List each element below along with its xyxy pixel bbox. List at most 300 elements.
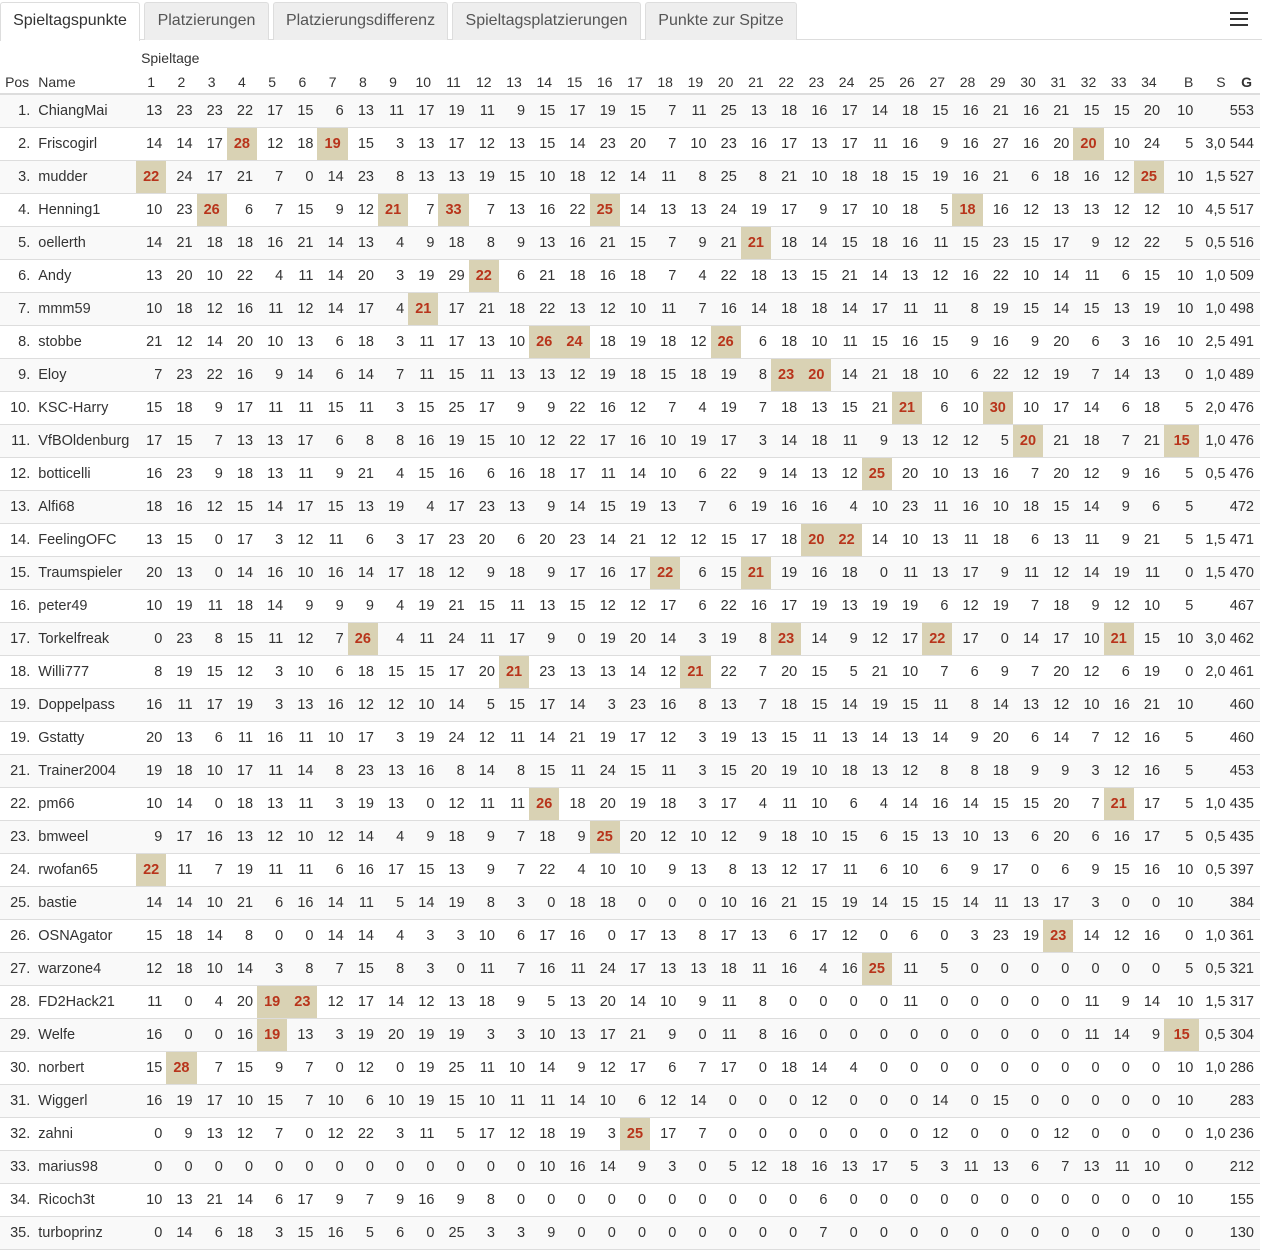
day-points: 20 [469,524,499,557]
day-points: 11 [408,623,438,656]
row-s: 1,0 [1199,1118,1229,1151]
row-player-name: FD2Hack21 [34,986,136,1019]
day-points: 15 [166,524,196,557]
day-points: 21 [983,161,1013,194]
day-points: 11 [257,755,287,788]
col-header-day: 27 [922,71,952,94]
day-points: 9 [983,557,1013,590]
day-points: 18 [831,557,861,590]
row-player-name: Torkelfreak [34,623,136,656]
day-points: 6 [922,590,952,623]
day-points: 16 [892,326,922,359]
day-points: 17 [348,293,378,326]
day-points: 13 [136,524,166,557]
day-points: 9 [499,227,529,260]
day-points: 17 [831,94,861,128]
day-points: 16 [952,161,982,194]
day-points: 5 [348,1217,378,1250]
day-points: 21 [1043,94,1073,128]
day-points: 12 [650,524,680,557]
day-points: 23 [166,458,196,491]
row-player-name: warzone4 [34,953,136,986]
day-points: 18 [287,128,317,161]
day-points: 17 [1134,821,1164,854]
day-points: 0 [559,1217,589,1250]
day-points: 10 [197,887,227,920]
day-points: 13 [378,788,408,821]
tab-spieltagsplatzierungen[interactable]: Spieltagsplatzierungen [452,2,641,40]
day-points: 8 [469,887,499,920]
day-points: 17 [620,722,650,755]
day-points: 9 [438,1184,468,1217]
day-points: 6 [741,326,771,359]
highlighted-day-points: 25 [620,1118,650,1151]
row-total: 384 [1230,887,1260,920]
day-points: 19 [711,392,741,425]
tab-spieltagspunkte[interactable]: Spieltagspunkte [0,2,140,41]
day-points: 15 [469,425,499,458]
day-points: 0 [620,1217,650,1250]
day-points: 12 [831,458,861,491]
day-points: 3 [317,788,347,821]
day-points: 9 [741,458,771,491]
day-points: 16 [317,689,347,722]
highlighted-day-points: 22 [922,623,952,656]
day-points: 0 [741,1118,771,1151]
day-points: 0 [1134,1085,1164,1118]
day-points: 7 [197,854,227,887]
day-points: 15 [892,821,922,854]
day-points: 14 [559,491,589,524]
day-points: 13 [529,227,559,260]
day-points: 6 [1013,161,1043,194]
day-points: 9 [650,854,680,887]
day-points: 17 [559,94,589,128]
day-points: 23 [348,161,378,194]
day-points: 24 [438,623,468,656]
row-player-name: Henning1 [34,194,136,227]
day-points: 16 [197,821,227,854]
day-points: 3 [680,755,710,788]
row-position: 16. [0,590,34,623]
day-points: 0 [1013,1217,1043,1250]
day-points: 0 [711,1184,741,1217]
day-points: 8 [680,161,710,194]
day-points: 15 [771,722,801,755]
day-points: 6 [1073,821,1103,854]
day-points: 17 [711,425,741,458]
day-points: 3 [499,887,529,920]
day-points: 16 [1134,854,1164,887]
row-s [1199,491,1229,524]
highlighted-day-points: 19 [257,1019,287,1052]
day-points: 14 [317,161,347,194]
day-points: 13 [529,359,559,392]
day-points: 13 [983,821,1013,854]
day-points: 6 [499,260,529,293]
col-header-day: 23 [801,71,831,94]
day-points: 4 [831,491,861,524]
day-points: 11 [499,590,529,623]
day-points: 12 [650,722,680,755]
day-points: 14 [862,524,892,557]
day-points: 18 [166,953,196,986]
day-points: 21 [227,161,257,194]
day-points: 12 [166,326,196,359]
row-player-name: ChiangMai [34,94,136,128]
day-points: 6 [1043,854,1073,887]
day-points: 18 [892,359,922,392]
row-total: 470 [1230,557,1260,590]
day-points: 9 [136,821,166,854]
day-points: 16 [438,458,468,491]
day-points: 12 [680,326,710,359]
highlighted-day-points: 25 [862,458,892,491]
day-points: 14 [650,623,680,656]
day-points: 19 [378,491,408,524]
day-points: 11 [136,986,166,1019]
day-points: 6 [862,854,892,887]
day-points: 9 [1013,755,1043,788]
day-points: 12 [590,590,620,623]
day-points: 7 [378,359,408,392]
day-points: 10 [711,887,741,920]
day-points: 19 [1013,920,1043,953]
day-points: 18 [166,392,196,425]
highlighted-day-points: 22 [136,161,166,194]
row-total: 460 [1230,689,1260,722]
day-points: 17 [287,425,317,458]
day-points: 16 [317,557,347,590]
day-points: 9 [922,128,952,161]
table-row [0,590,1260,623]
day-points: 9 [529,557,559,590]
day-points: 15 [227,1052,257,1085]
day-points: 14 [257,590,287,623]
day-points: 12 [438,557,468,590]
row-position: 2. [0,128,34,161]
day-points: 8 [287,953,317,986]
day-points: 9 [1134,1019,1164,1052]
day-points: 12 [1104,722,1134,755]
day-points: 16 [1013,94,1043,128]
day-points: 13 [529,590,559,623]
day-points: 16 [257,227,287,260]
row-total: 304 [1230,1019,1260,1052]
day-points: 0 [711,1217,741,1250]
highlighted-day-points: 23 [1043,920,1073,953]
day-points: 8 [378,953,408,986]
day-points: 0 [499,1184,529,1217]
day-points: 20 [136,722,166,755]
day-points: 11 [469,359,499,392]
day-points: 19 [801,590,831,623]
day-points: 9 [862,425,892,458]
day-points: 4 [378,623,408,656]
day-points: 12 [1104,194,1134,227]
row-player-name: FeelingOFC [34,524,136,557]
day-points: 0 [197,557,227,590]
day-points: 17 [378,557,408,590]
day-points: 7 [741,392,771,425]
row-player-name: Willi777 [34,656,136,689]
day-points: 18 [892,194,922,227]
day-points: 7 [650,94,680,128]
day-points: 18 [529,458,559,491]
day-points: 0 [801,986,831,1019]
row-bonus: 0 [1164,557,1199,590]
day-points: 19 [408,722,438,755]
day-points: 6 [317,425,347,458]
day-points: 0 [1013,1184,1043,1217]
day-points: 23 [711,128,741,161]
day-points: 0 [317,1151,347,1184]
day-points: 15 [529,94,559,128]
day-points: 10 [952,821,982,854]
day-points: 15 [136,920,166,953]
row-s: 1,0 [1199,788,1229,821]
day-points: 0 [1043,986,1073,1019]
day-points: 21 [529,260,559,293]
day-points: 7 [1073,359,1103,392]
row-player-name: Friscogirl [34,128,136,161]
day-points: 5 [438,1118,468,1151]
day-points: 17 [892,623,922,656]
day-points: 0 [590,1217,620,1250]
day-points: 17 [831,128,861,161]
row-s: 2,0 [1199,656,1229,689]
day-points: 0 [952,986,982,1019]
day-points: 19 [741,194,771,227]
day-points: 7 [317,623,347,656]
day-points: 23 [166,623,196,656]
day-points: 18 [771,227,801,260]
day-points: 13 [801,128,831,161]
day-points: 6 [771,920,801,953]
day-points: 10 [620,293,650,326]
day-points: 0 [952,1184,982,1217]
day-points: 6 [892,920,922,953]
tab-platzierungen[interactable]: Platzierungen [144,2,269,40]
day-points: 18 [499,293,529,326]
day-points: 18 [227,1217,257,1250]
day-points: 18 [227,227,257,260]
day-points: 13 [831,722,861,755]
day-points: 9 [378,1184,408,1217]
day-points: 19 [1134,293,1164,326]
day-points: 10 [620,854,650,887]
col-header-day: 8 [348,71,378,94]
day-points: 15 [317,491,347,524]
row-bonus: 10 [1164,854,1199,887]
day-points: 0 [1013,1052,1043,1085]
col-header-day: 10 [408,71,438,94]
day-points: 11 [499,1085,529,1118]
row-total: 397 [1230,854,1260,887]
day-points: 10 [590,1085,620,1118]
day-points: 18 [862,227,892,260]
day-points: 11 [650,293,680,326]
day-points: 13 [438,161,468,194]
day-points: 16 [408,425,438,458]
day-points: 10 [499,1052,529,1085]
day-points: 17 [862,293,892,326]
col-header-day: 9 [378,71,408,94]
day-points: 0 [741,1052,771,1085]
row-bonus: 10 [1164,161,1199,194]
table-row [0,359,1260,392]
tab-punkte-zur-spitze[interactable]: Punkte zur Spitze [645,2,797,40]
row-player-name: zahni [34,1118,136,1151]
day-points: 10 [590,854,620,887]
day-points: 11 [317,524,347,557]
day-points: 13 [438,986,468,1019]
day-points: 20 [1043,128,1073,161]
day-points: 18 [197,227,227,260]
tab-platzierungsdifferenz[interactable]: Platzierungsdifferenz [273,2,448,40]
row-player-name: OSNAgator [34,920,136,953]
highlighted-day-points: 26 [711,326,741,359]
day-points: 20 [741,755,771,788]
row-position: 21. [0,755,34,788]
day-points: 12 [831,920,861,953]
row-total: 476 [1230,458,1260,491]
row-bonus: 10 [1164,1052,1199,1085]
day-points: 9 [469,821,499,854]
day-points: 21 [1134,425,1164,458]
day-points: 3 [680,623,710,656]
day-points: 13 [650,194,680,227]
row-total: 435 [1230,788,1260,821]
day-points: 9 [1104,986,1134,1019]
table-row [0,953,1260,986]
day-points: 21 [590,227,620,260]
day-points: 18 [590,887,620,920]
day-points: 14 [771,458,801,491]
row-s: 0,5 [1199,1019,1229,1052]
day-points: 11 [892,557,922,590]
day-points: 12 [348,689,378,722]
day-points: 14 [680,1085,710,1118]
row-position: 33. [0,1151,34,1184]
day-points: 17 [1043,887,1073,920]
row-s [1199,1151,1229,1184]
day-points: 10 [922,359,952,392]
day-points: 8 [741,623,771,656]
day-points: 16 [1013,128,1043,161]
day-points: 14 [197,326,227,359]
day-points: 20 [1043,326,1073,359]
day-points: 18 [831,161,861,194]
day-points: 3 [408,920,438,953]
day-points: 12 [741,1151,771,1184]
day-points: 14 [892,788,922,821]
day-points: 0 [711,1085,741,1118]
hamburger-menu-icon[interactable] [1230,12,1248,26]
day-points: 19 [620,788,650,821]
day-points: 17 [952,557,982,590]
day-points: 13 [771,260,801,293]
day-points: 10 [197,260,227,293]
row-total: 435 [1230,821,1260,854]
day-points: 9 [197,458,227,491]
day-points: 19 [892,590,922,623]
day-points: 17 [620,920,650,953]
day-points: 0 [952,1052,982,1085]
day-points: 7 [1073,788,1103,821]
day-points: 12 [620,392,650,425]
day-points: 3 [257,524,287,557]
day-points: 18 [166,755,196,788]
day-points: 14 [136,128,166,161]
table-row [0,689,1260,722]
day-points: 15 [711,557,741,590]
day-points: 14 [1073,557,1103,590]
row-total: 286 [1230,1052,1260,1085]
day-points: 17 [771,128,801,161]
day-points: 22 [711,656,741,689]
day-points: 15 [287,1217,317,1250]
day-points: 10 [257,326,287,359]
day-points: 16 [227,293,257,326]
day-points: 6 [257,887,287,920]
day-points: 12 [862,623,892,656]
day-points: 15 [499,689,529,722]
day-points: 21 [438,590,468,623]
day-points: 15 [438,359,468,392]
day-points: 16 [227,1019,257,1052]
day-points: 15 [922,94,952,128]
day-points: 12 [227,1118,257,1151]
day-points: 18 [469,986,499,1019]
day-points: 21 [166,227,196,260]
day-points: 20 [378,1019,408,1052]
day-points: 8 [136,656,166,689]
day-points: 12 [590,161,620,194]
day-points: 15 [287,94,317,128]
day-points: 15 [348,953,378,986]
day-points: 25 [438,1052,468,1085]
day-points: 15 [408,458,438,491]
day-points: 8 [741,161,771,194]
day-points: 20 [348,260,378,293]
row-s [1199,94,1229,128]
day-points: 0 [1013,953,1043,986]
row-s: 0,5 [1199,227,1229,260]
day-points: 10 [499,425,529,458]
day-points: 9 [983,656,1013,689]
row-total: 460 [1230,722,1260,755]
day-points: 11 [257,623,287,656]
day-points: 12 [469,128,499,161]
day-points: 10 [287,557,317,590]
day-points: 19 [166,656,196,689]
day-points: 11 [499,722,529,755]
day-points: 9 [469,557,499,590]
row-position: 34. [0,1184,34,1217]
day-points: 7 [257,194,287,227]
highlighted-day-points: 25 [1134,161,1164,194]
day-points: 18 [620,260,650,293]
highlighted-day-points: 22 [831,524,861,557]
day-points: 13 [136,94,166,128]
day-points: 11 [378,94,408,128]
day-points: 7 [680,1118,710,1151]
day-points: 15 [1013,788,1043,821]
col-header-day: 12 [469,71,499,94]
day-points: 10 [529,161,559,194]
row-bonus: 5 [1164,128,1199,161]
